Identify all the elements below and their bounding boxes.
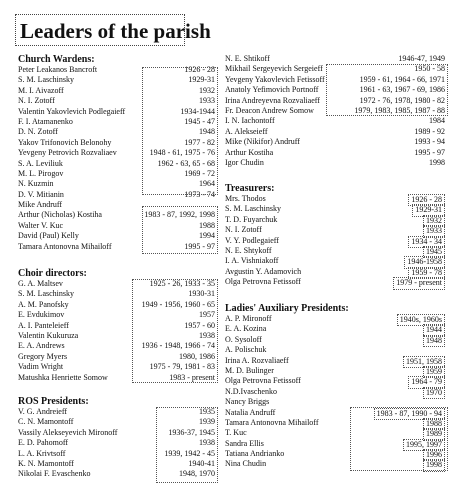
person-name: A. Polischuk [225,345,267,355]
service-dates: 1959 - 78 [408,267,445,279]
list-item [225,246,445,256]
service-dates: 1979 - present [393,277,445,289]
service-dates: 1946-1958 [404,256,445,268]
person-name: S. M. Laschinsky [18,289,74,299]
person-name: N. I. Zotoff [225,225,262,235]
person-name: K. N. Mamontoff [18,458,74,468]
list-item [225,267,445,277]
list-item [225,54,445,64]
page-title: Leaders of the parish [15,14,185,46]
service-dates: 1929-31 [412,204,445,216]
person-name: Walter V. Kuc [18,220,64,230]
section-heading: ROS Presidents: [18,396,89,407]
service-dates: 1945 - 47 [184,116,215,126]
service-dates: 1995 - 97 [184,241,215,251]
service-dates: 1957 - 60 [184,320,215,330]
person-name: V. Y. Podlegaieff [225,235,279,245]
dates-box [142,67,218,195]
service-dates: 1970 [423,387,445,399]
person-name: F. I. Atamanenko [18,116,73,126]
person-name: N. Kuzmin [18,179,54,189]
person-name: C. N. Mamontoff [18,417,74,427]
service-dates: 1951, 1958 [403,356,445,368]
service-dates: 1989 - 92 [414,126,445,136]
service-dates: 1940-41 [188,458,215,468]
service-dates: 1983 - present [169,372,215,382]
person-name: M. L. Pirogov [18,168,64,178]
treasurers-section [225,183,445,288]
person-name: D. V. Mitianin [18,189,64,199]
person-name: Sandra Ellis [225,438,264,448]
service-dates: 1925 - 26, 1933 - 35 [149,279,215,288]
person-name: L. A. Krivtsoff [18,448,66,458]
service-dates: 1926 - 28 [408,194,445,206]
service-dates: 1957 [199,310,215,320]
service-dates: 1950 - 58 [414,64,445,74]
dates-box [132,279,218,383]
person-name: E. A. Andrews [18,341,65,351]
service-dates: 1975 - 79, 1981 - 83 [149,362,215,372]
list-item [225,204,445,214]
person-name: Mike (Nikifor) Andruff [225,137,300,147]
service-dates: 1969 - 72 [184,168,215,178]
service-dates: 1964 [199,179,215,189]
service-dates: 1964 - 79 [408,376,445,388]
list-item [225,116,445,126]
service-dates: 1998 [429,157,445,167]
service-dates: 1988 [199,220,215,230]
list-item [225,366,445,376]
person-name: David (Paul) Kelly [18,231,79,241]
list-item [225,127,445,137]
person-name: Vassily Alekseyevich Mironoff [18,427,118,437]
service-dates: 1988 [423,418,445,430]
list-item [225,236,445,246]
section-heading: Choir directors: [18,268,87,279]
service-dates: 1980, 1986 [179,351,215,361]
person-name: Fr. Deacon Andrew Somow [225,105,314,115]
person-name: Irina Andreyevna Rozvaliaeff [225,95,320,105]
list-item [225,215,445,225]
service-dates: 1934 - 34 [408,236,445,248]
section-heading: Ladies' Auxiliary Presidents: [225,303,349,314]
service-dates: 1962 - 63, 65 - 68 [157,158,215,168]
service-dates: 1959 - 61, 1964 - 66, 1971 [359,74,445,84]
list-item [225,387,445,397]
service-dates: 1977 - 82 [184,137,215,147]
service-dates: 1935 [199,407,215,416]
person-name: I. A. Vishniakoff [225,256,279,266]
service-dates: 1993 - 94 [414,137,445,147]
service-dates: 1983 - 87, 1992, 1998 [144,210,215,220]
service-dates: 1933 [199,96,215,106]
service-dates: 1944 [423,324,445,336]
list-item [225,397,445,407]
service-dates: 1938 [199,438,215,448]
person-name: Arthur (Nicholas) Kostiha [18,210,102,220]
person-name: Yevgeny Petrovich Rozvaliaev [18,148,117,158]
person-name: Matushka Henriette Somow [18,372,108,382]
person-name: Yevgeny Yakovlevich Fetissoff [225,74,325,84]
service-dates: 1973 - 74 [184,189,215,199]
service-dates: 1984 [429,116,445,126]
person-name: M. D. Bulinger [225,365,274,375]
person-name: Arthur Kostiha [225,147,274,157]
list-item [225,158,445,168]
list-item [225,356,445,366]
service-dates: 1959 [423,366,445,378]
person-name: Yakov Trifonovich Belonohy [18,137,112,147]
person-name: E. Evdukimov [18,310,65,320]
service-dates: 1930-31 [188,289,215,299]
service-dates: 1926 - 28 [184,65,215,74]
list-item [225,256,445,266]
person-name: Mikhail Sergeyevich Sergeieff [225,64,323,74]
dates-box [350,407,448,471]
list-item [225,137,445,147]
service-dates: 1983 - 87, 1990 - 94 [374,408,445,420]
service-dates: 1995 - 97 [414,147,445,157]
service-dates: 1949 - 1956, 1960 - 65 [141,299,215,309]
list-item [225,194,445,204]
person-name: S. A. Leviliuk [18,158,63,168]
service-dates: 1948, 1970 [179,469,215,479]
person-name: Anatoly Yefimovich Portnoff [225,85,319,95]
person-name: V. G. Andreieff [18,407,68,416]
person-name: A. Alekseieff [225,126,268,136]
person-name: Valentin Kukuruza [18,330,79,340]
service-dates: 1936-37, 1945 [168,427,215,437]
service-dates: 1936 - 1948, 1966 - 74 [141,341,215,351]
person-name: S. M. Laschinsky [18,75,74,85]
person-name: Olga Petrovna Fetissoff [225,376,301,386]
person-name: A. M. Panofsky [18,299,69,309]
person-name: Valentin Yakovlevich Podlegaieff [18,106,126,116]
person-name: D. N. Zotoff [18,127,58,137]
service-dates: 1934-1944 [180,106,215,116]
service-dates: 1932 [423,215,445,227]
service-dates: 1961 - 63, 1967 - 69, 1986 [359,85,445,95]
list-item [225,335,445,345]
person-name: N.D.Ivaschenko [225,386,277,396]
person-name: I. N. Iachontoff [225,116,275,126]
service-dates: 1948 [423,335,445,347]
service-dates: 1996 [423,449,445,461]
list-item [225,148,445,158]
person-name: N. E. Shtykoff [225,245,272,255]
person-name: T. Kuc [225,428,247,438]
list-item [225,314,445,324]
service-dates: 1946-47, 1949 [398,54,445,63]
person-name: Nina Chudin [225,459,267,469]
person-name: N. E. Shtikoff [225,54,270,63]
person-name: Mrs. Thodos [225,194,266,203]
person-name: A. I. Panteleieff [18,320,69,330]
service-dates: 1972 - 76, 1978, 1980 - 82 [359,95,445,105]
section-heading: Church Wardens: [18,54,95,65]
service-dates: 1940s, 1960s [397,314,445,326]
treasurers-list [225,194,445,288]
person-name: Peter Leakanos Bancroft [18,65,98,74]
person-name: Vadim Wright [18,362,64,372]
service-dates: 1995, 1997 [403,439,445,451]
service-dates: 1932 [199,85,215,95]
person-name: Igor Chudin [225,157,264,167]
person-name: Olga Petrovna Fetissoff [225,277,301,287]
person-name: Nancy Briggs [225,397,270,407]
person-name: Natalia Andruff [225,407,276,417]
service-dates: 1998 [423,459,445,471]
service-dates: 1994 [199,231,215,241]
section-heading: Treasurers: [225,183,275,194]
person-name: N. I. Zotoff [18,96,55,106]
service-dates: 1939, 1942 - 45 [164,448,215,458]
person-name: S. M. Laschinsky [225,204,281,214]
person-name: T. D. Fuyarchuk [225,214,278,224]
person-name: O. Sysoloff [225,334,262,344]
person-name: A. P. Mironoff [225,314,272,323]
service-dates: 1933 [423,225,445,237]
dates-box [326,64,448,116]
person-name: Tatiana Andrianko [225,449,285,459]
service-dates: 1948 [199,127,215,137]
service-dates: 1989 [423,428,445,440]
list-item [225,225,445,235]
list-item [225,277,445,287]
service-dates: 1945 [423,246,445,258]
person-name: Gregory Myers [18,351,68,361]
person-name: Mike Andruff [18,200,63,210]
person-name: M. I. Aivazoff [18,85,64,95]
person-name: Irina A. Rozvaliaeff [225,355,289,365]
list-item [225,376,445,386]
service-dates: 1948 - 61, 1975 - 76 [149,148,215,158]
service-dates: 1938 [199,330,215,340]
person-name: Tamara Antonovna Mihailoff [225,417,319,427]
service-dates: 1979, 1983, 1985, 1987 - 88 [354,105,445,115]
person-name: E. D. Pahomoff [18,438,69,448]
person-name: E. A. Kozina [225,324,267,334]
person-name: Nikolai F. Evaschenko [18,469,91,479]
person-name: Tamara Antonovna Mihailoff [18,241,112,251]
person-name: Avgustin Y. Adamovich [225,266,302,276]
service-dates: 1929-31 [188,75,215,85]
dates-box [142,206,218,254]
dates-box [156,407,218,483]
list-item [225,324,445,334]
list-item [225,345,445,355]
service-dates: 1939 [199,417,215,427]
person-name: G. A. Maltsev [18,279,63,288]
